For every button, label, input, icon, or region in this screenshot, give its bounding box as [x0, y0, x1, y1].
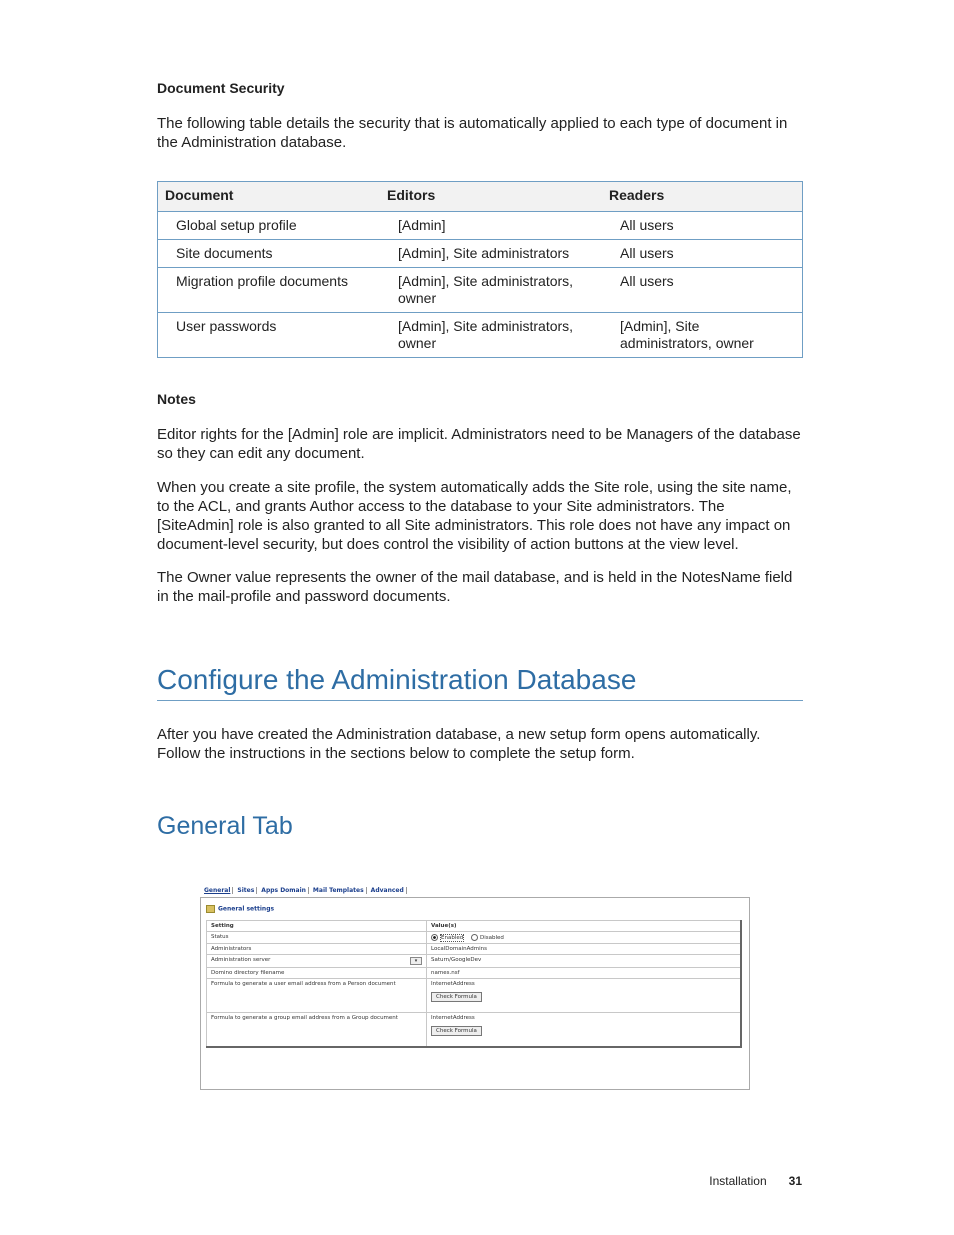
header-document: Document	[158, 182, 381, 212]
table-cell: Global setup profile	[158, 212, 381, 240]
dir-label: Domino directory filename	[207, 968, 427, 979]
table-cell: All users	[602, 212, 803, 240]
footer-section: Installation	[709, 1174, 767, 1188]
dir-field[interactable]: names.nsf	[427, 968, 742, 979]
tab-apps-domain[interactable]: Apps Domain	[259, 887, 309, 894]
table-row	[207, 1013, 742, 1047]
table-header-row	[158, 182, 803, 212]
table-row	[158, 268, 803, 313]
table-cell: [Admin]	[380, 212, 602, 240]
status-label: Status	[207, 932, 427, 944]
section-icon	[206, 905, 215, 913]
table-cell: All users	[602, 268, 803, 313]
header-readers: Readers	[602, 182, 803, 212]
table-cell: [Admin], Site administrators	[380, 240, 602, 268]
radio-disabled[interactable]	[471, 934, 478, 941]
notes-paragraph: Editor rights for the [Admin] role are implicit. Administrators need to be Managers of the database so they can edit any document.	[157, 426, 801, 462]
radio-enabled[interactable]	[431, 934, 438, 941]
header-editors: Editors	[380, 182, 602, 212]
col-setting: Setting	[207, 921, 427, 932]
section-heading: Document Security	[157, 80, 285, 96]
table-row	[207, 944, 742, 955]
group-formula-field[interactable]: InternetAddress	[431, 1015, 475, 1021]
check-formula-button[interactable]: Check Formula	[431, 992, 482, 1002]
notes-heading: Notes	[157, 391, 196, 407]
group-formula-label: Formula to generate a group email address from a Group document	[207, 1013, 427, 1047]
dropdown-icon[interactable]: ▾	[410, 957, 422, 965]
configure-paragraph: After you have created the Administration database, a new setup form opens automatically. Follow the instructions in the sections below to complete the setup form.	[157, 726, 761, 762]
general-tab-screenshot	[200, 884, 749, 1089]
check-formula-button[interactable]: Check Formula	[431, 1026, 482, 1036]
table-cell: Site documents	[158, 240, 381, 268]
disabled-label: Disabled	[479, 935, 504, 941]
page-footer	[709, 1174, 802, 1188]
intro-paragraph: The following table details the security that is automatically applied to each type of document in the Administration database.	[157, 115, 788, 151]
user-formula-field[interactable]: InternetAddress	[431, 981, 475, 987]
table-cell: Migration profile documents	[158, 268, 381, 313]
notes-paragraph: When you create a site profile, the system automatically adds the Site role, using the site name, to the ACL, and grants Author access to the database to your Site administrators. The [SiteAdmin] role is also granted to all Site administrators. This role does not have any impact on document-level security, but does control the visibility of action buttons at the view level.	[157, 479, 792, 553]
tab-general[interactable]: General	[202, 887, 233, 894]
admins-label: Administrators	[207, 944, 427, 955]
group-formula-cell	[427, 1013, 742, 1047]
table-cell: All users	[602, 240, 803, 268]
table-row	[207, 932, 742, 944]
server-label	[207, 955, 427, 968]
tab-advanced[interactable]: Advanced	[369, 887, 407, 894]
general-settings-heading	[206, 905, 274, 913]
status-value	[427, 932, 742, 944]
table-row	[207, 979, 742, 1013]
page-title: Configure the Administration Database	[157, 664, 803, 701]
tab-mail-templates[interactable]: Mail Templates	[311, 887, 367, 894]
table-cell: [Admin], Site administrators, owner	[380, 313, 602, 358]
settings-panel	[200, 897, 750, 1090]
col-values: Value(s)	[427, 921, 742, 932]
enabled-label: Enabled	[441, 935, 464, 941]
admins-field[interactable]: LocalDomainAdmins	[427, 944, 742, 955]
user-formula-cell	[427, 979, 742, 1013]
notes-paragraph: The Owner value represents the owner of the mail database, and is held in the NotesName field in the mail-profile and password documents.	[157, 569, 793, 605]
table-row	[207, 955, 742, 968]
page-number: 31	[788, 1174, 802, 1188]
tab-sites[interactable]: Sites	[235, 887, 257, 894]
section-label: General settings	[218, 905, 275, 913]
table-cell: [Admin], Site administrators, owner	[380, 268, 602, 313]
table-cell: [Admin], Site administrators, owner	[602, 313, 803, 358]
table-row	[158, 212, 803, 240]
server-value: Saturn/GoogleDev	[427, 955, 742, 968]
table-row	[158, 313, 803, 358]
server-label-text: Administration server	[211, 957, 271, 963]
tab-bar	[202, 887, 409, 894]
security-table	[157, 181, 803, 358]
subsection-title: General Tab	[157, 812, 293, 840]
table-row	[158, 240, 803, 268]
settings-grid	[206, 920, 742, 1048]
table-row	[207, 968, 742, 979]
grid-header	[207, 921, 742, 932]
table-cell: User passwords	[158, 313, 381, 358]
user-formula-label: Formula to generate a user email address from a Person document	[207, 979, 427, 1013]
